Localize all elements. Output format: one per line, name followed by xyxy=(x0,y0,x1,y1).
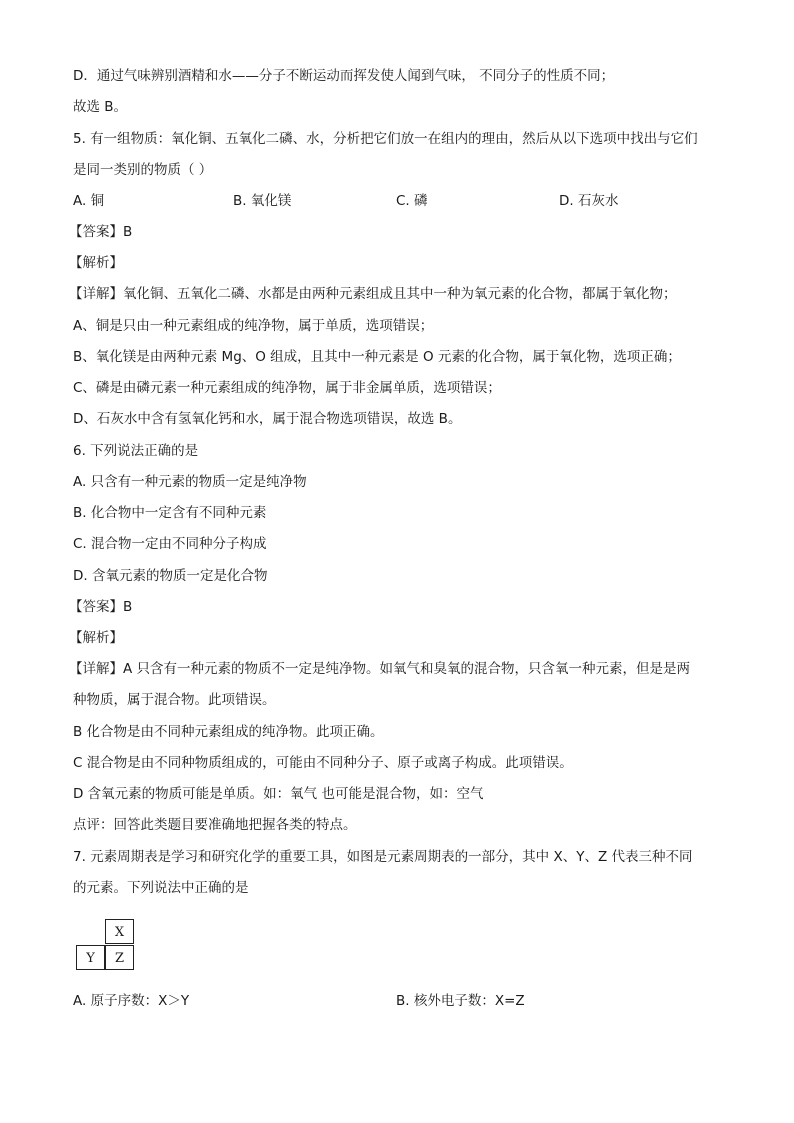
q6-detail-line: D 含氧元素的物质可能是单质。如：氧气 也可能是混合物，如：空气 xyxy=(73,786,484,802)
text-line: 故选 B。 xyxy=(73,99,128,115)
q6-detail-line: B 化合物是由不同种元素组成的纯净物。此项正确。 xyxy=(73,724,384,740)
q5-detail-line: A、铜是只由一种元素组成的纯净物，属于单质，选项错误； xyxy=(73,318,434,334)
q6-option-b: B. 化合物中一定含有不同种元素 xyxy=(73,505,267,521)
element-z-cell: Z xyxy=(105,945,134,970)
q5-option-c: C. 磷 xyxy=(396,193,428,209)
q5-answer: 【答案】B xyxy=(69,224,133,240)
q5-analysis-heading: 【解析】 xyxy=(69,255,123,271)
question-6-stem: 6. 下列说法正确的是 xyxy=(73,443,199,459)
question-5-stem: 5. 有一组物质：氧化铜、五氧化二磷、水，分析把它们放一在组内的理由，然后从以下选项中找出与它们 xyxy=(73,131,698,147)
element-x-cell: X xyxy=(105,919,134,944)
q6-detail-line: C 混合物是由不同种物质组成的，可能由不同种分子、原子或离子构成。此项错误。 xyxy=(73,755,573,771)
q5-detail-line: D、石灰水中含有氢氧化钙和水，属于混合物选项错误，故选 B。 xyxy=(73,411,462,427)
q6-comment: 点评：回答此类题目要准确地把握各类的特点。 xyxy=(73,817,357,833)
q5-option-d: D. 石灰水 xyxy=(559,193,619,209)
question-7-stem: 7. 元素周期表是学习和研究化学的重要工具，如图是元素周期表的一部分，其中 X、Y、Z 代表三种不同 xyxy=(73,849,693,865)
question-7-stem-cont: 的元素。下列说法中正确的是 xyxy=(73,880,249,896)
q6-option-c: C. 混合物一定由不同种分子构成 xyxy=(73,536,267,552)
q5-detail-line: 【详解】氧化铜、五氧化二磷、水都是由两种元素组成且其中一种为氧元素的化合物，都属于氧化物； xyxy=(69,286,677,302)
q5-detail-line: C、磷是由磷元素一种元素组成的纯净物，属于非金属单质，选项错误； xyxy=(73,380,501,396)
element-y-cell: Y xyxy=(76,945,105,970)
q6-option-d: D. 含氧元素的物质一定是化合物 xyxy=(73,568,268,584)
question-5-stem-cont: 是同一类别的物质（ ） xyxy=(73,162,213,178)
q5-option-a: A. 铜 xyxy=(73,193,105,209)
q7-option-a: A. 原子序数：X＞Y xyxy=(73,993,190,1009)
q6-answer: 【答案】B xyxy=(69,599,133,615)
q5-detail-line: B、氧化镁是由两种元素 Mg、O 组成，且其中一种元素是 O 元素的化合物，属于氧化物，选项正确； xyxy=(73,349,681,365)
q7-option-b: B. 核外电子数：X=Z xyxy=(396,993,525,1009)
q6-analysis-heading: 【解析】 xyxy=(69,630,123,646)
q5-option-b: B. 氧化镁 xyxy=(233,193,292,209)
text-line: D．通过气味辨别酒精和水——分子不断运动而挥发使人闻到气味， 不同分子的性质不同； xyxy=(73,68,615,84)
q6-detail-line: 【详解】A 只含有一种元素的物质不一定是纯净物。如氧气和臭氧的混合物，只含氧一种元素，但是是两 xyxy=(69,661,691,677)
q6-detail-line: 种物质，属于混合物。此项错误。 xyxy=(73,692,276,708)
q6-option-a: A. 只含有一种元素的物质一定是纯净物 xyxy=(73,474,307,490)
